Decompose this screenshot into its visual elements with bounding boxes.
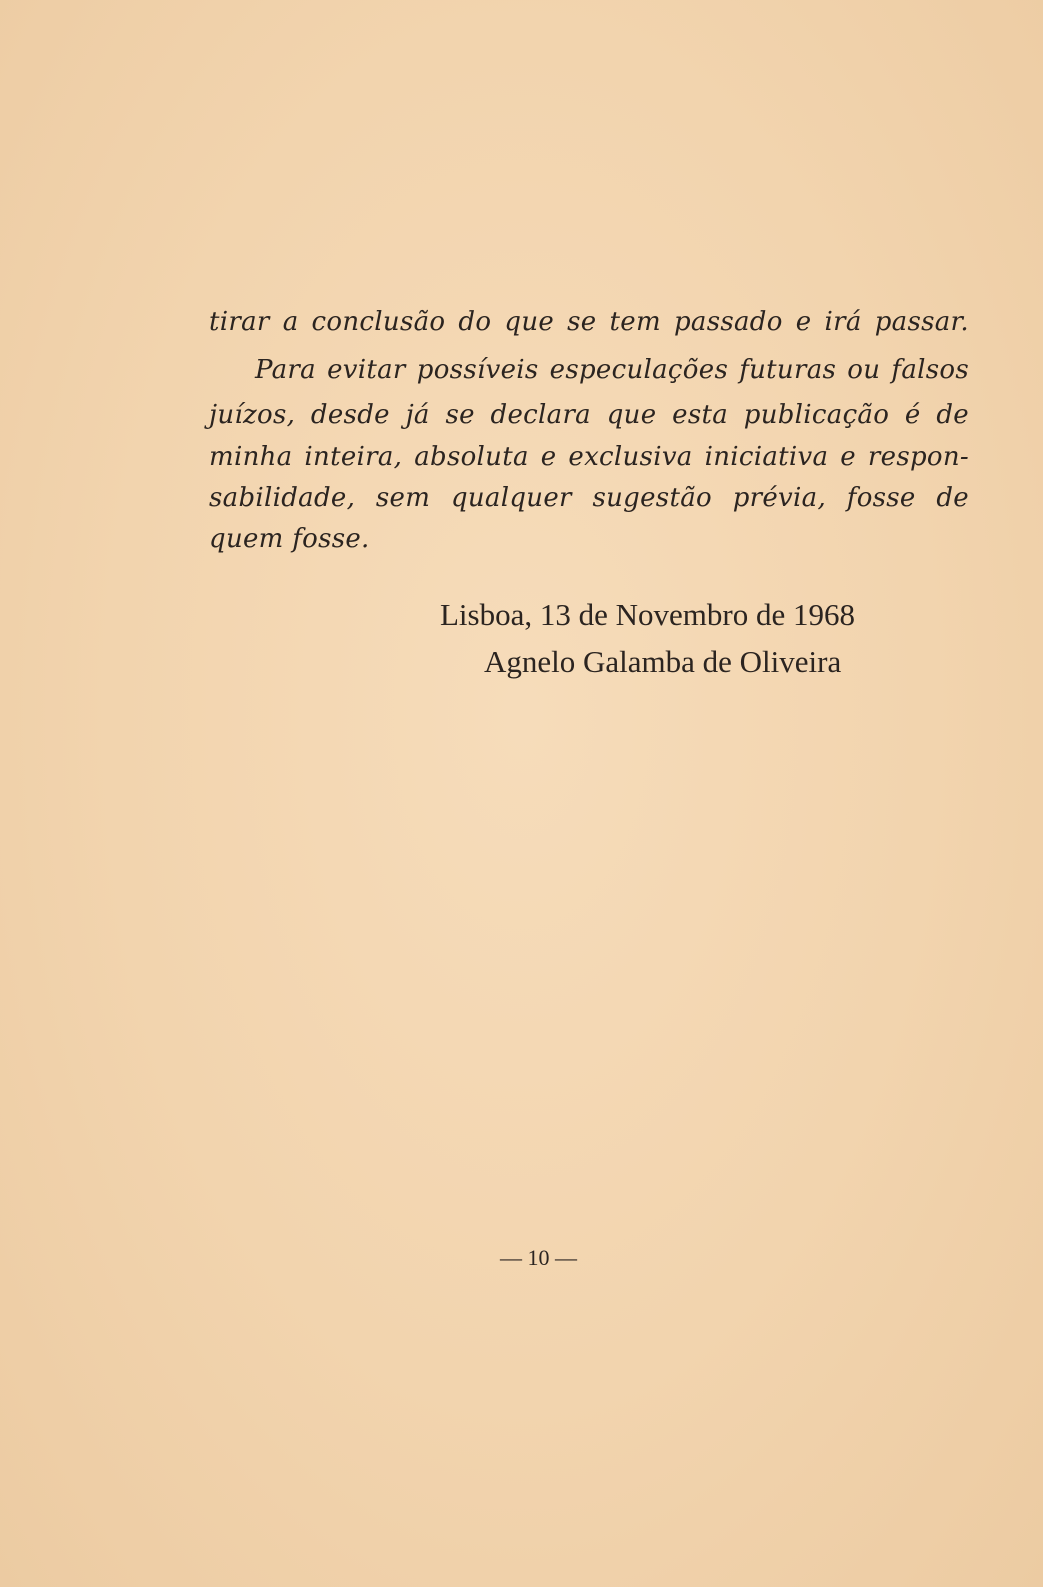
text-line: juízos, desde já se declara que esta publicação é de	[209, 400, 969, 430]
signature-date: Lisboa, 13 de Novembro de 1968	[440, 597, 855, 632]
text-line: tirar a conclusão do que se tem passado e irá passar.	[209, 307, 969, 337]
text-line: Para evitar possíveis especulações futuras ou falsos	[255, 355, 969, 385]
text-line: sabilidade, sem qualquer sugestão prévia, fosse de	[209, 483, 969, 513]
text-line: minha inteira, absoluta e exclusiva iniciativa e respon-	[209, 442, 969, 472]
signature-block	[440, 594, 940, 683]
signature-name: Agnelo Galamba de Oliveira	[484, 644, 842, 679]
text-line: quem fosse.	[209, 524, 370, 554]
page-number: — 10 —	[500, 1245, 577, 1270]
